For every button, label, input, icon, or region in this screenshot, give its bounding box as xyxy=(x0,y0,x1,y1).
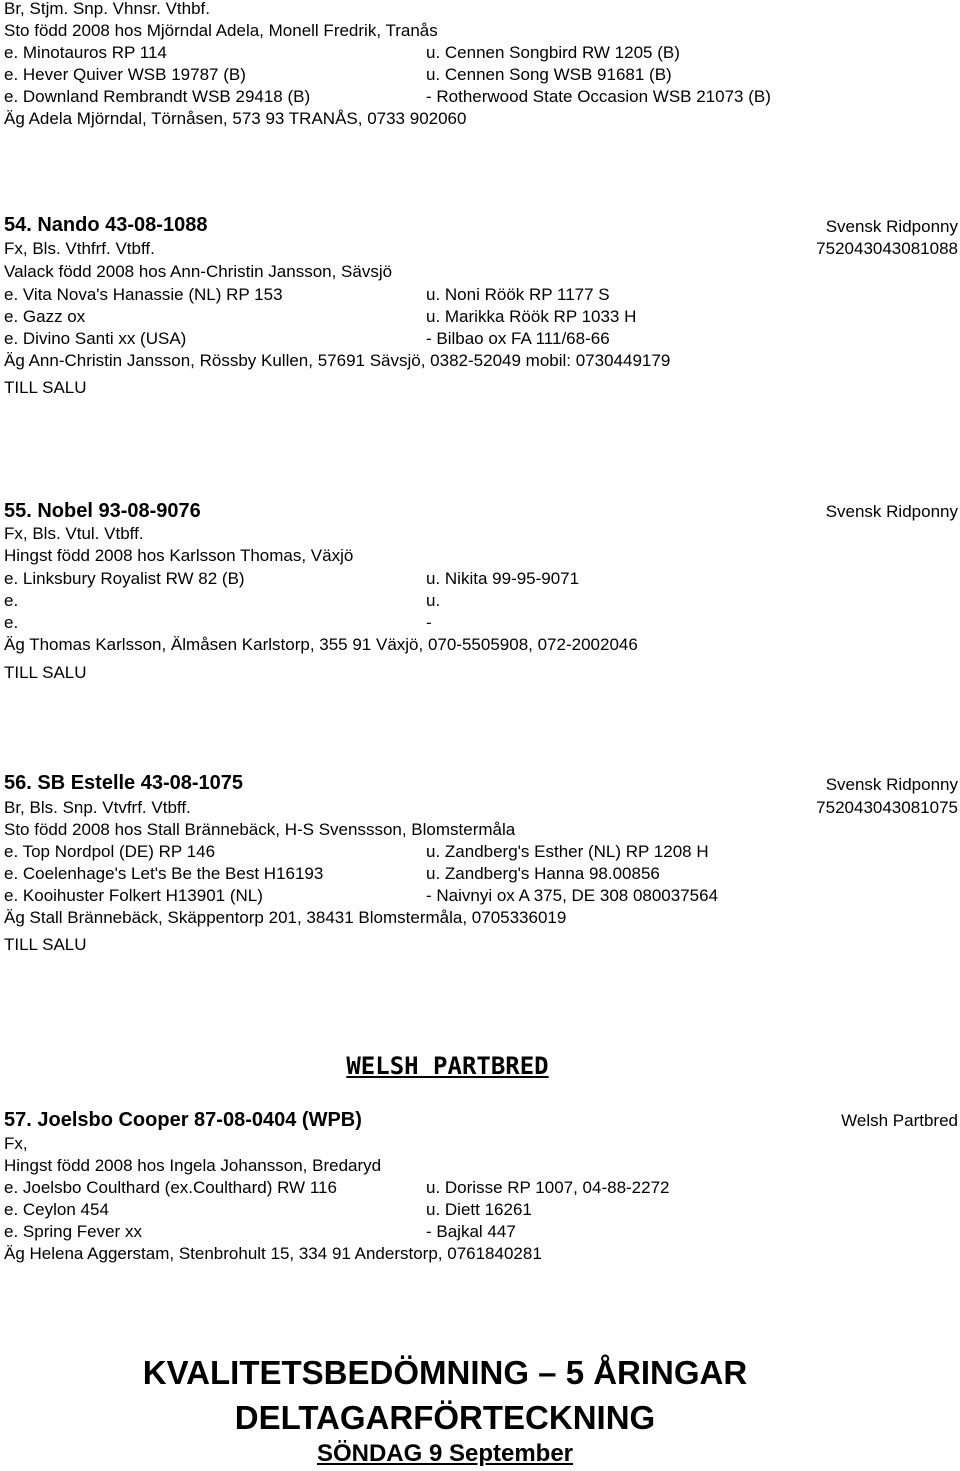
owner-line: Äg Stall Brännebäck, Skäppentorp 201, 38431 Blomstermåla, 0705336019 xyxy=(4,908,567,927)
chip-number: 752043043081075 xyxy=(816,798,958,817)
pedigree-dam-dam-sire: - Rotherwood State Occasion WSB 21073 (B) xyxy=(426,87,771,106)
owner-line: Äg Adela Mjörndal, Törnåsen, 573 93 TRANÅS, 0733 902060 xyxy=(4,109,467,128)
chip-number: 752043043081088 xyxy=(816,239,958,258)
pedigree-dam: u. Noni Röök RP 1177 S xyxy=(426,285,610,304)
pedigree-dam-dam-sire: e. Kooihuster Folkert H13901 (NL) xyxy=(4,886,263,905)
section-title: WELSH PARTBRED xyxy=(346,1052,549,1080)
pedigree-sire: e. Minotauros RP 114 xyxy=(4,43,167,62)
for-sale-label: TILL SALU xyxy=(4,378,87,397)
pedigree-dam-dam: u. xyxy=(426,591,441,610)
pedigree-dam: u. Nikita 99-95-9071 xyxy=(426,569,580,588)
entry-heading: 57. Joelsbo Cooper 87-08-0404 (WPB) xyxy=(4,1109,362,1131)
pedigree-dam-sire: e. Ceylon 454 xyxy=(4,1200,109,1219)
pedigree-dam-sire: e. Coelenhage's Let's Be the Best H16193 xyxy=(4,864,324,883)
entry-born-line: Valack född 2008 hos Ann-Christin Jansson, Sävsjö xyxy=(4,262,393,281)
entry-born-line: Hingst född 2008 hos Karlsson Thomas, Växjö xyxy=(4,546,354,565)
pedigree-sire: e. Vita Nova's Hanassie (NL) RP 153 xyxy=(4,285,283,304)
breed-label: Svensk Ridponny xyxy=(825,775,958,794)
breed-label: Svensk Ridponny xyxy=(825,502,958,521)
pedigree-dam-dam: u. Diett 16261 xyxy=(426,1200,532,1219)
breed-label: Svensk Ridponny xyxy=(825,217,958,236)
footer-date: SÖNDAG 9 September xyxy=(316,1440,574,1467)
owner-line: Äg Thomas Karlsson, Älmåsen Karlstorp, 355 91 Växjö, 070-5505908, 072-2002046 xyxy=(4,635,638,654)
pedigree-sire-sire: e. Hever Quiver WSB 19787 (B) xyxy=(4,65,246,84)
for-sale-label: TILL SALU xyxy=(4,663,87,682)
entry-color-line: Fx, Bls. Vtul. Vtbff. xyxy=(4,524,144,543)
pedigree-dam-dam-sire: e. Spring Fever xx xyxy=(4,1222,142,1241)
for-sale-label: TILL SALU xyxy=(4,935,87,954)
entry-color-line: Br, Bls. Snp. Vtvfrf. Vtbff. xyxy=(4,798,191,817)
pedigree-dam-dam-dam: - Naivnyi ox A 375, DE 308 080037564 xyxy=(426,886,719,905)
entry-heading: 55. Nobel 93-08-9076 xyxy=(4,500,201,522)
entry-born-line: Sto född 2008 hos Mjörndal Adela, Monell Fredrik, Tranås xyxy=(4,21,438,40)
pedigree-dam: u. Dorisse RP 1007, 04-88-2272 xyxy=(426,1178,670,1197)
pedigree-dam-dam-sire: e. xyxy=(4,613,19,632)
footer-title: KVALITETSBEDÖMNING – 5 ÅRINGAR xyxy=(142,1354,748,1391)
entry-color-line: Fx, Bls. Vthfrf. Vtbff. xyxy=(4,239,155,258)
pedigree-dam-dam: u. Zandberg's Hanna 98.00856 xyxy=(426,864,660,883)
pedigree-dam-dam-dam: - xyxy=(426,613,432,632)
entry-heading: 56. SB Estelle 43-08-1075 xyxy=(4,772,244,794)
pedigree-dam-sire: e. Downland Rembrandt WSB 29418 (B) xyxy=(4,87,311,106)
pedigree-dam-dam: u. Cennen Song WSB 91681 (B) xyxy=(426,65,672,84)
pedigree-dam-sire: e. xyxy=(4,591,19,610)
footer-subtitle: DELTAGARFÖRTECKNING xyxy=(234,1399,656,1436)
pedigree-dam-dam: u. Marikka Röök RP 1033 H xyxy=(426,307,637,326)
pedigree-dam-dam-dam: - Bilbao ox FA 111/68-66 xyxy=(426,329,610,348)
entry-heading: 54. Nando 43-08-1088 xyxy=(4,214,208,236)
breed-label: Welsh Partbred xyxy=(841,1111,958,1130)
pedigree-dam: u. Cennen Songbird RW 1205 (B) xyxy=(426,43,680,62)
owner-line: Äg Helena Aggerstam, Stenbrohult 15, 334 91 Anderstorp, 0761840281 xyxy=(4,1244,542,1263)
pedigree-dam-dam-dam: - Bajkal 447 xyxy=(426,1222,516,1241)
entry-color-line: Fx, xyxy=(4,1134,28,1153)
pedigree-dam-sire: e. Gazz ox xyxy=(4,307,86,326)
pedigree-sire: e. Top Nordpol (DE) RP 146 xyxy=(4,842,216,861)
pedigree-sire: e. Joelsbo Coulthard (ex.Coulthard) RW 116 xyxy=(4,1178,337,1197)
owner-line: Äg Ann-Christin Jansson, Rössby Kullen, 57691 Sävsjö, 0382-52049 mobil: 0730449179 xyxy=(4,351,671,370)
pedigree-dam-dam-sire: e. Divino Santi xx (USA) xyxy=(4,329,187,348)
pedigree-sire: e. Linksbury Royalist RW 82 (B) xyxy=(4,569,245,588)
entry-born-line: Hingst född 2008 hos Ingela Johansson, Bredaryd xyxy=(4,1156,382,1175)
entry-born-line: Sto född 2008 hos Stall Brännebäck, H-S Svenssson, Blomstermåla xyxy=(4,820,516,839)
pedigree-dam: u. Zandberg's Esther (NL) RP 1208 H xyxy=(426,842,709,861)
entry-color-line: Br, Stjm. Snp. Vhnsr. Vthbf. xyxy=(4,0,210,18)
